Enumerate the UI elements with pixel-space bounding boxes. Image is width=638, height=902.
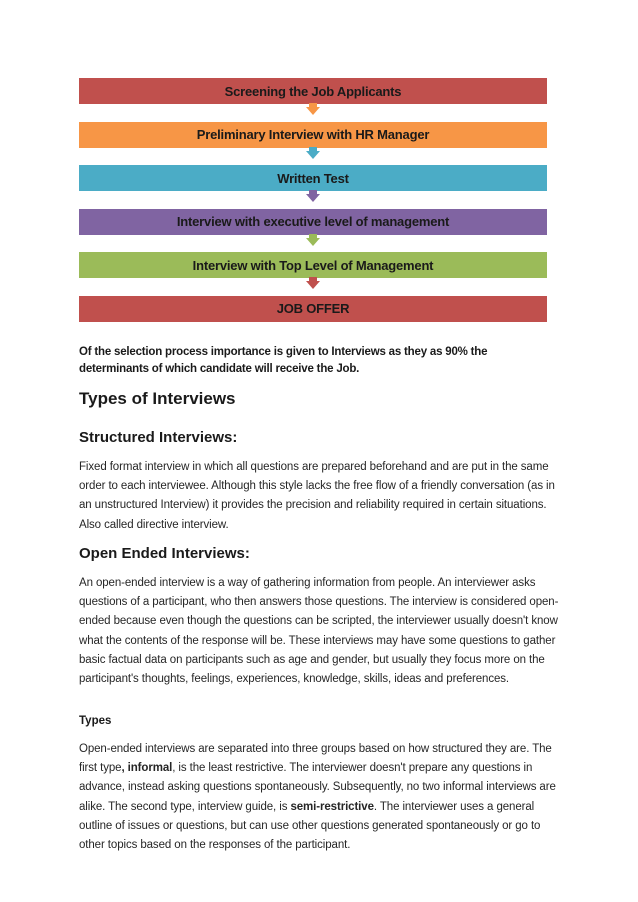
open-ended-interviews-body: An open-ended interview is a way of gathering information from people. An interviewer asks questions of a participant, who then answers those questions. The interview is considered open-ended because even though the questions can be scripted, the interviewer usually doesn't know what the contents of the response will be. These interviews may have some questions to gather basic factual data on participants such as age and gender, but usually they focus more on the participant's thoughts, feelings, experiences, knowledge, skills, ideas and preferences. [79, 577, 559, 686]
types-body-text: . The interviewer uses a general outline of issues or questions, but can use other questions generated spontaneously or go to other topics based on the responses of the participant. [79, 800, 541, 852]
types-body-text: , is the least restrictive. The interviewer doesn't prepare any questions in advance, instead asking questions spontaneously. Subsequently, no two informal interviews are alike. The second type, interview guide, is [79, 762, 556, 813]
flow-step-label: Screening the Job Applicants [224, 83, 402, 99]
flow-step-label: Written Test [277, 170, 349, 186]
types-heading: Types [79, 715, 112, 727]
types-of-interviews-heading: Types of Interviews [79, 389, 236, 408]
flow-step-written-test [79, 165, 547, 191]
down-arrow-icon [306, 194, 320, 202]
flow-step-label: Preliminary Interview with HR Manager [196, 127, 430, 142]
open-ended-interviews-heading: Open Ended Interviews: [79, 545, 250, 562]
flow-step-preliminary-interview [79, 122, 547, 148]
flow-step-screening [79, 78, 547, 104]
structured-interviews-heading: Structured Interviews: [79, 429, 238, 446]
types-body-text: Open-ended interviews are separated into three groups based on how structured they are. The first type [79, 743, 552, 775]
informal-term: , informal [121, 762, 173, 775]
flow-step-job-offer [79, 296, 547, 322]
selection-summary: Of the selection process importance is given to Interviews as they as 90% the determinants of which candidate will receive the Job. [79, 346, 488, 375]
flow-step-label: JOB OFFER [276, 301, 350, 316]
flow-step-label: Interview with executive level of management [176, 214, 450, 229]
flow-step-executive-interview [79, 209, 547, 235]
down-arrow-icon [306, 238, 320, 246]
down-arrow-icon [306, 151, 320, 159]
down-arrow-icon [306, 281, 320, 289]
selection-process-flowchart [79, 78, 547, 322]
types-body [79, 740, 564, 855]
flow-step-label: Interview with Top Level of Management [192, 257, 434, 273]
semi-restrictive-term: semi-restrictive [290, 800, 374, 813]
structured-interviews-body: Fixed format interview in which all questions are prepared beforehand and are put in the same order to each interviewee. Although this style lacks the free flow of a friendly conversation (as in an unstructured Interview) it provides the precision and reliability required in certain situations. Also called directive interview. [79, 461, 555, 531]
down-arrow-icon [306, 107, 320, 115]
flow-step-top-level-interview [79, 252, 547, 278]
